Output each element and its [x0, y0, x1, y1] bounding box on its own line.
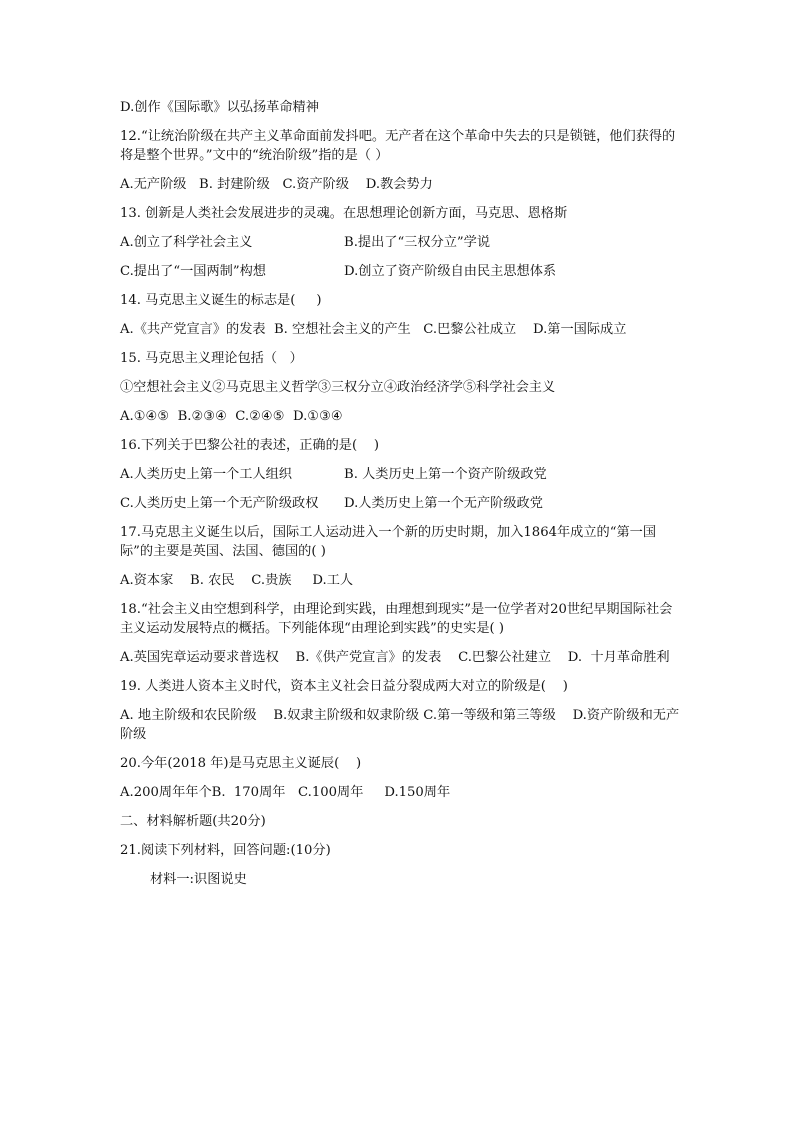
question-12-options: A.无产阶级 B. 封建阶级 C.资产阶级 D.教会势力: [120, 177, 433, 192]
question-18: 18.“社会主义由空想到科学，由理论到实践，由理想到现实”是一位学者对20世纪早期国际社会主义运动发展特点的概括。下列能体现“由理论到实践”的史实是( ): [120, 602, 673, 636]
question-21: 21.阅读下列材料，回答问题:(10分): [120, 843, 331, 858]
question-17: 17.马克思主义诞生以后，国际工人运动进入一个新的历史时期，加入1864年成立的“第一国际”的主要是英国、法国、德国的( ): [120, 525, 657, 559]
question-16: 16.下列关于巴黎公社的表述，正确的是( ): [120, 438, 380, 453]
question-20: 20.今年(2018 年)是马克思主义诞辰( ): [120, 756, 362, 771]
question-12: 12.“让统治阶级在共产主义革命面前发抖吧。无产者在这个革命中失去的只是锁链，他们获得的将是整个世界。”文中的“统治阶级”指的是（ ）: [120, 129, 676, 163]
q11-option-d: D.创作《国际歌》以弘扬革命精神: [120, 100, 319, 115]
q16-option-a: A.人类历史上第一个工人组织: [120, 467, 292, 482]
q13-option-b: B.提出了“三权分立”学说: [344, 235, 491, 250]
question-15: 15. 马克思主义理论包括（ ）: [120, 351, 303, 366]
question-13-options-row1: [120, 233, 680, 252]
question-15-options: A.①④⑤ B.②③④ C.②④⑤ D.①③④: [120, 409, 343, 424]
question-13: 13. 创新是人类社会发展进步的灵魂。在思想理论创新方面，马克思、恩格斯: [120, 206, 568, 221]
q13-option-c: C.提出了“一国两制”构想: [120, 264, 266, 279]
question-15-items: ①空想社会主义②马克思主义哲学③三权分立④政治经济学⑤科学社会主义: [120, 380, 556, 395]
question-16-options-row2: [120, 494, 680, 513]
q16-option-b: B. 人类历史上第一个资产阶级政党: [344, 467, 547, 482]
q13-option-a: A.创立了科学社会主义: [120, 235, 253, 250]
exam-page: [120, 98, 680, 899]
question-17-options: A.资本家 B. 农民 C.贵族 D.工人: [120, 573, 354, 588]
q16-option-d: D.人类历史上第一个无产阶级政党: [344, 496, 543, 511]
question-19: 19. 人类进人资本主义时代，资本主义社会日益分裂成两大对立的阶级是( ): [120, 679, 568, 694]
q16-option-c: C.人类历史上第一个无产阶级政权: [120, 496, 319, 511]
question-19-options: A. 地主阶级和农民阶级 B.奴隶主阶级和奴隶阶级 C.第一等级和第三等级 D.资产阶级和无产阶级: [120, 708, 680, 742]
question-20-options: A.200周年年个B. 170周年 C.100周年 D.150周年: [120, 785, 451, 800]
question-13-options-row2: [120, 262, 680, 281]
section-heading-2: 二、材料解析题(共20分): [120, 814, 266, 829]
question-16-options-row1: [120, 465, 680, 484]
question-18-options: A.英国宪章运动要求普选权 B.《供产党宣言》的发表 C.巴黎公社建立 D. 十月革命胜利: [120, 650, 670, 665]
question-14-options: A.《共产党宣言》的发表 B. 空想社会主义的产生 C.巴黎公社成立 D.第一国际成立: [120, 322, 627, 337]
q13-option-d: D.创立了资产阶级自由民主思想体系: [344, 264, 557, 279]
question-14: 14. 马克思主义诞生的标志是( ): [120, 293, 322, 308]
material-1-heading: 材料一:识图说史: [150, 872, 247, 887]
